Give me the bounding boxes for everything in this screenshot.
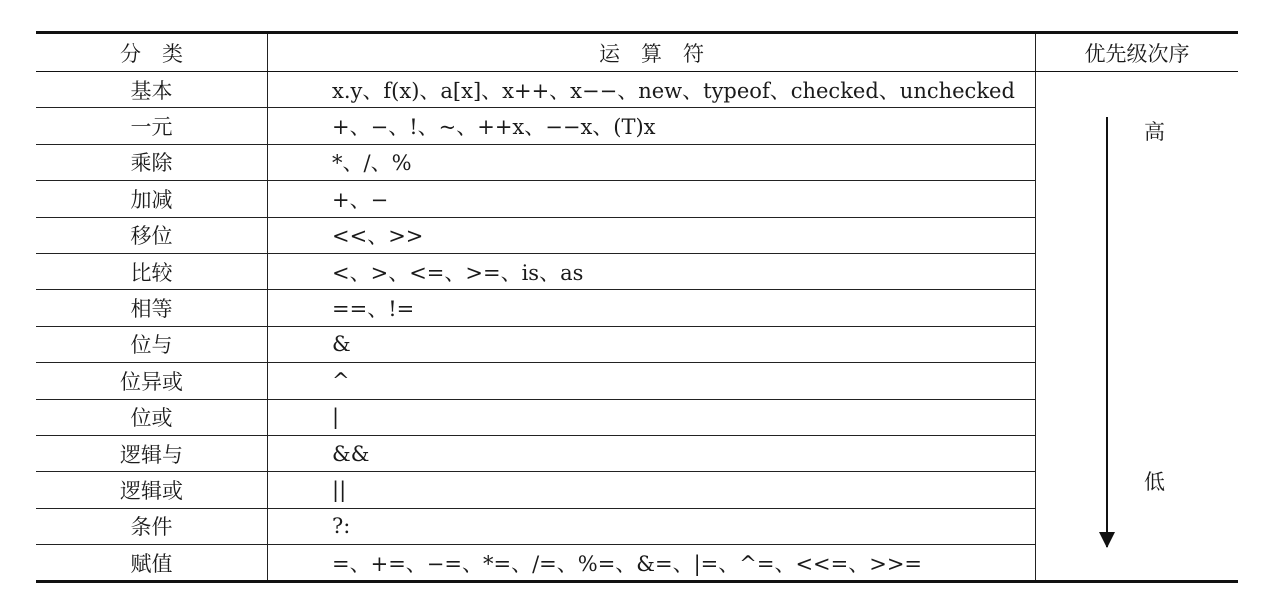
row-category: 赋值 <box>36 545 268 582</box>
row-category: 逻辑与 <box>36 435 268 471</box>
priority-low-label: 低 <box>1144 470 1165 494</box>
row-operators: || <box>268 472 1036 508</box>
row-category: 一元 <box>36 108 268 144</box>
row-category: 乘除 <box>36 144 268 180</box>
priority-cell <box>1036 72 1239 582</box>
row-category: 加减 <box>36 181 268 217</box>
priority-indicator <box>1036 72 1238 580</box>
header-operators: 运 算 符 <box>268 33 1036 72</box>
row-operators: & <box>268 326 1036 362</box>
row-operators: =、+=、−=、*=、/=、%=、&=、|=、^=、<<=、>>= <box>268 545 1036 582</box>
row-category: 基本 <box>36 72 268 108</box>
row-category: 相等 <box>36 290 268 326</box>
row-category: 比较 <box>36 253 268 289</box>
priority-high-label: 高 <box>1144 120 1165 144</box>
row-category: 位与 <box>36 326 268 362</box>
row-operators: | <box>268 399 1036 435</box>
header-category: 分 类 <box>36 33 268 72</box>
row-operators: ^ <box>268 363 1036 399</box>
row-operators: ==、!= <box>268 290 1036 326</box>
row-category: 逻辑或 <box>36 472 268 508</box>
down-arrow-icon <box>1106 117 1108 547</box>
row-operators: ?: <box>268 508 1036 544</box>
row-category: 条件 <box>36 508 268 544</box>
row-operators: && <box>268 435 1036 471</box>
row-operators: x.y、f(x)、a[x]、x++、x−−、new、typeof、checked、unchecked <box>268 72 1036 108</box>
table-header-row <box>36 33 1238 72</box>
header-priority: 优先级次序 <box>1036 33 1239 72</box>
row-operators: <<、>> <box>268 217 1036 253</box>
row-category: 位或 <box>36 399 268 435</box>
row-operators: *、/、% <box>268 144 1036 180</box>
operator-precedence-table <box>36 31 1238 583</box>
row-operators: +、− <box>268 181 1036 217</box>
row-operators: <、>、<=、>=、is、as <box>268 253 1036 289</box>
table-row <box>36 72 1238 108</box>
row-category: 位异或 <box>36 363 268 399</box>
row-category: 移位 <box>36 217 268 253</box>
arrow-head-icon <box>1099 532 1115 548</box>
row-operators: +、−、!、~、++x、−−x、(T)x <box>268 108 1036 144</box>
